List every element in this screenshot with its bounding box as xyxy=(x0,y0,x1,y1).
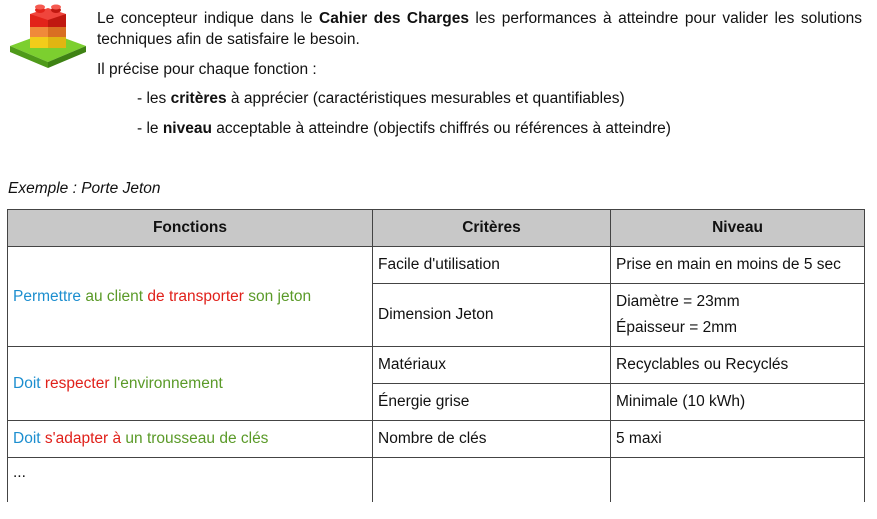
function-cell: Doit respecter l'environnement xyxy=(8,347,373,421)
table-row xyxy=(8,247,865,284)
intro-bold: Cahier des Charges xyxy=(319,10,469,27)
table-row xyxy=(8,347,865,384)
niveau-cell xyxy=(611,458,865,503)
example-title: Exemple : Porte Jeton xyxy=(8,180,161,197)
critere-cell: Facile d'utilisation xyxy=(373,247,611,284)
critere-cell xyxy=(373,458,611,503)
table-header-row xyxy=(8,210,865,247)
function-cell: ... xyxy=(8,458,373,503)
header-fonctions: Fonctions xyxy=(8,210,373,247)
header-niveau: Niveau xyxy=(611,210,865,247)
criteria-bullet: - les critères à apprécier (caractéristiques mesurables et quantifiables) xyxy=(137,90,625,107)
niveau-cell: Recyclables ou Recyclés xyxy=(611,347,865,384)
intro-second-line: Il précise pour chaque fonction : xyxy=(97,61,317,78)
critere-cell: Énergie grise xyxy=(373,384,611,421)
niveau-cell: 5 maxi xyxy=(611,421,865,458)
intro-text: Le concepteur indique dans le xyxy=(97,10,320,27)
table-row xyxy=(8,421,865,458)
niveau-cell: Diamètre = 23mm Épaisseur = 2mm xyxy=(611,284,865,347)
header-criteres: Critères xyxy=(373,210,611,247)
critere-cell: Dimension Jeton xyxy=(373,284,611,347)
critere-cell: Nombre de clés xyxy=(373,421,611,458)
critere-cell: Matériaux xyxy=(373,347,611,384)
table-row xyxy=(8,458,865,503)
niveau-cell: Prise en main en moins de 5 sec xyxy=(611,247,865,284)
intro-paragraph xyxy=(97,8,862,50)
intro-text-end: les performances à atteindre pour valider les solutions techniques afin de satisfaire le besoin. xyxy=(97,10,862,48)
specification-table xyxy=(7,209,865,502)
function-cell: Permettre au client de transporter son jeton xyxy=(8,247,373,347)
level-bullet: - le niveau acceptable à atteindre (objectifs chiffrés ou références à atteindre) xyxy=(137,120,671,137)
lego-stack-icon xyxy=(8,2,88,74)
niveau-cell: Minimale (10 kWh) xyxy=(611,384,865,421)
function-cell: Doit s'adapter à un trousseau de clés xyxy=(8,421,373,458)
